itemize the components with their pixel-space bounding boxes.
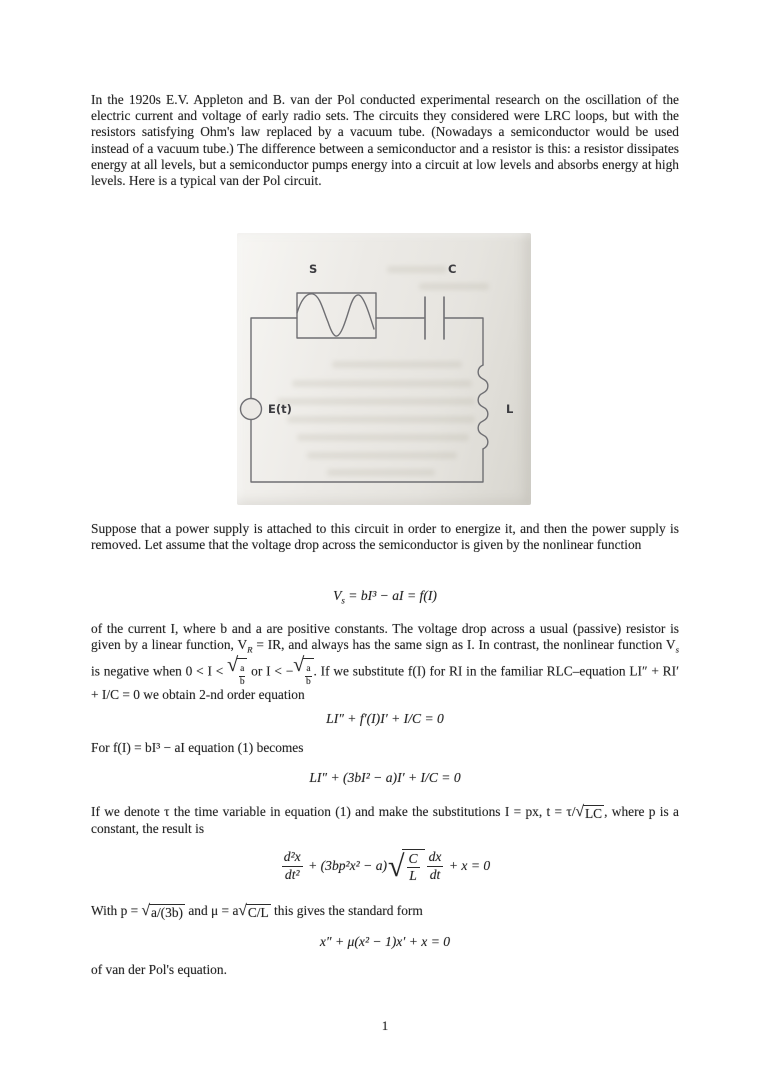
- semiconductor-box: [297, 293, 376, 338]
- capacitor-plates: [425, 297, 444, 339]
- equation-display: [91, 843, 679, 889]
- paragraph-for-f: For f(I) = bI³ − aI equation (1) becomes: [91, 740, 304, 755]
- text-segment: of the current I, where b and a are positive constants. The voltage drop across a usual (passive) resistor is given by a linear function, V: [91, 621, 679, 653]
- fraction-denominator: b: [306, 676, 311, 687]
- paragraph-substitution: [91, 804, 679, 837]
- label-source: E(t): [268, 402, 292, 416]
- fraction-numerator: a: [305, 665, 311, 677]
- fraction: [427, 850, 444, 882]
- paragraph-current: [91, 621, 679, 703]
- radical-sign-icon: √: [141, 902, 150, 920]
- radical-expression: [293, 654, 313, 687]
- circuit-diagram: [237, 233, 531, 505]
- text-segment: this gives the standard form: [270, 903, 423, 918]
- fraction: [282, 850, 303, 882]
- math-term: + x = 0: [445, 858, 491, 873]
- circuit-wires: [251, 318, 483, 482]
- radical-expression: [227, 654, 247, 687]
- text-segment: = IR, and always has the same sign as I. In contrast, the nonlinear function V: [252, 637, 676, 653]
- math-subscript: s: [675, 644, 679, 655]
- equation-van-der-pol: x″ + μ(x² − 1)x′ + x = 0: [319, 934, 451, 949]
- circuit-figure: [237, 233, 531, 505]
- fraction-denominator: b: [239, 676, 245, 687]
- page-number: 1: [381, 1018, 389, 1033]
- paragraph-standard-form: [91, 903, 679, 920]
- label-semiconductor: S: [309, 262, 318, 276]
- fraction-numerator: dx: [427, 850, 444, 866]
- radical-sign-icon: √: [293, 654, 305, 677]
- math-term: = bI³ − aI = f(I): [344, 588, 437, 603]
- fraction: [407, 852, 420, 884]
- radicand: LC: [584, 806, 603, 822]
- inductor-coil: [478, 365, 488, 449]
- text-segment: . If we substitute f(I) for RI in the familiar RLC–equation LI″ + RI′ + I/C = 0 we obtain 2-nd order equation: [91, 663, 680, 703]
- math-term: V: [333, 588, 342, 603]
- fraction-denominator: dt: [429, 866, 441, 882]
- text-segment: With p =: [91, 903, 142, 918]
- math-subscript: R: [247, 644, 253, 655]
- radical-expression: [238, 904, 270, 919]
- text-segment: or I < −: [247, 663, 294, 679]
- math-subscript: s: [341, 595, 345, 606]
- text-segment: and μ = a: [184, 903, 239, 918]
- text-segment: If we denote τ the time variable in equation (1) and make the substitutions I = px, t = τ/: [91, 804, 576, 819]
- radical-sign-icon: √: [575, 803, 584, 821]
- fraction-numerator: C: [407, 852, 420, 868]
- fraction-numerator: d²x: [282, 850, 303, 866]
- math-term: + (3bp²x² − a): [304, 858, 388, 873]
- radical-sign-icon: √: [238, 902, 247, 920]
- equation-cubic: LI″ + (3bI² − a)I′ + I/C = 0: [309, 770, 461, 785]
- equation-vs: [91, 588, 679, 606]
- label-inductor: L: [506, 402, 514, 416]
- fraction-denominator: dt²: [284, 866, 300, 882]
- semiconductor-wave: [297, 294, 374, 336]
- paragraph-intro: In the 1920s E.V. Appleton and B. van der Pol conducted experimental research on the oscillation of the electric current and voltage of early radio sets. The circuits they considered were LRC loops, but with the resistors satisfying Ohm's law replaced by a vacuum tube. (Nowadays a semiconductor would be used instead of a vacuum tube.) The difference between a semiconductor and a resistor is this: a resistor dissipates energy at all levels, but a semiconductor pumps energy into a circuit at low levels and absorbs energy at high levels. Here is a typical van der Pol circuit.: [91, 92, 679, 189]
- paragraph-closing: of van der Pol's equation.: [91, 962, 227, 977]
- text-segment: is negative when 0 < I <: [91, 663, 228, 679]
- radical-sign-icon: √: [227, 654, 239, 677]
- fraction-denominator: L: [409, 868, 417, 883]
- fraction-numerator: a: [239, 665, 245, 677]
- label-capacitor: C: [448, 262, 457, 276]
- radical-expression: [576, 805, 605, 820]
- text-segment: , where p is a constant, the result is: [91, 804, 679, 836]
- equation-general: LI″ + f′(I)I′ + I/C = 0: [326, 711, 444, 726]
- radical-sign-icon: √: [388, 850, 405, 883]
- voltage-source-circle: [241, 399, 262, 420]
- paragraph-power-supply: Suppose that a power supply is attached to this circuit in order to energize it, and then the power supply is removed. Let assume that the voltage drop across the semiconductor is given by the nonlinear function: [91, 521, 679, 553]
- radical-expression: [388, 849, 425, 884]
- radicand: C/L: [247, 905, 269, 921]
- radical-expression: [142, 904, 185, 919]
- radicand: a/(3b): [151, 905, 183, 921]
